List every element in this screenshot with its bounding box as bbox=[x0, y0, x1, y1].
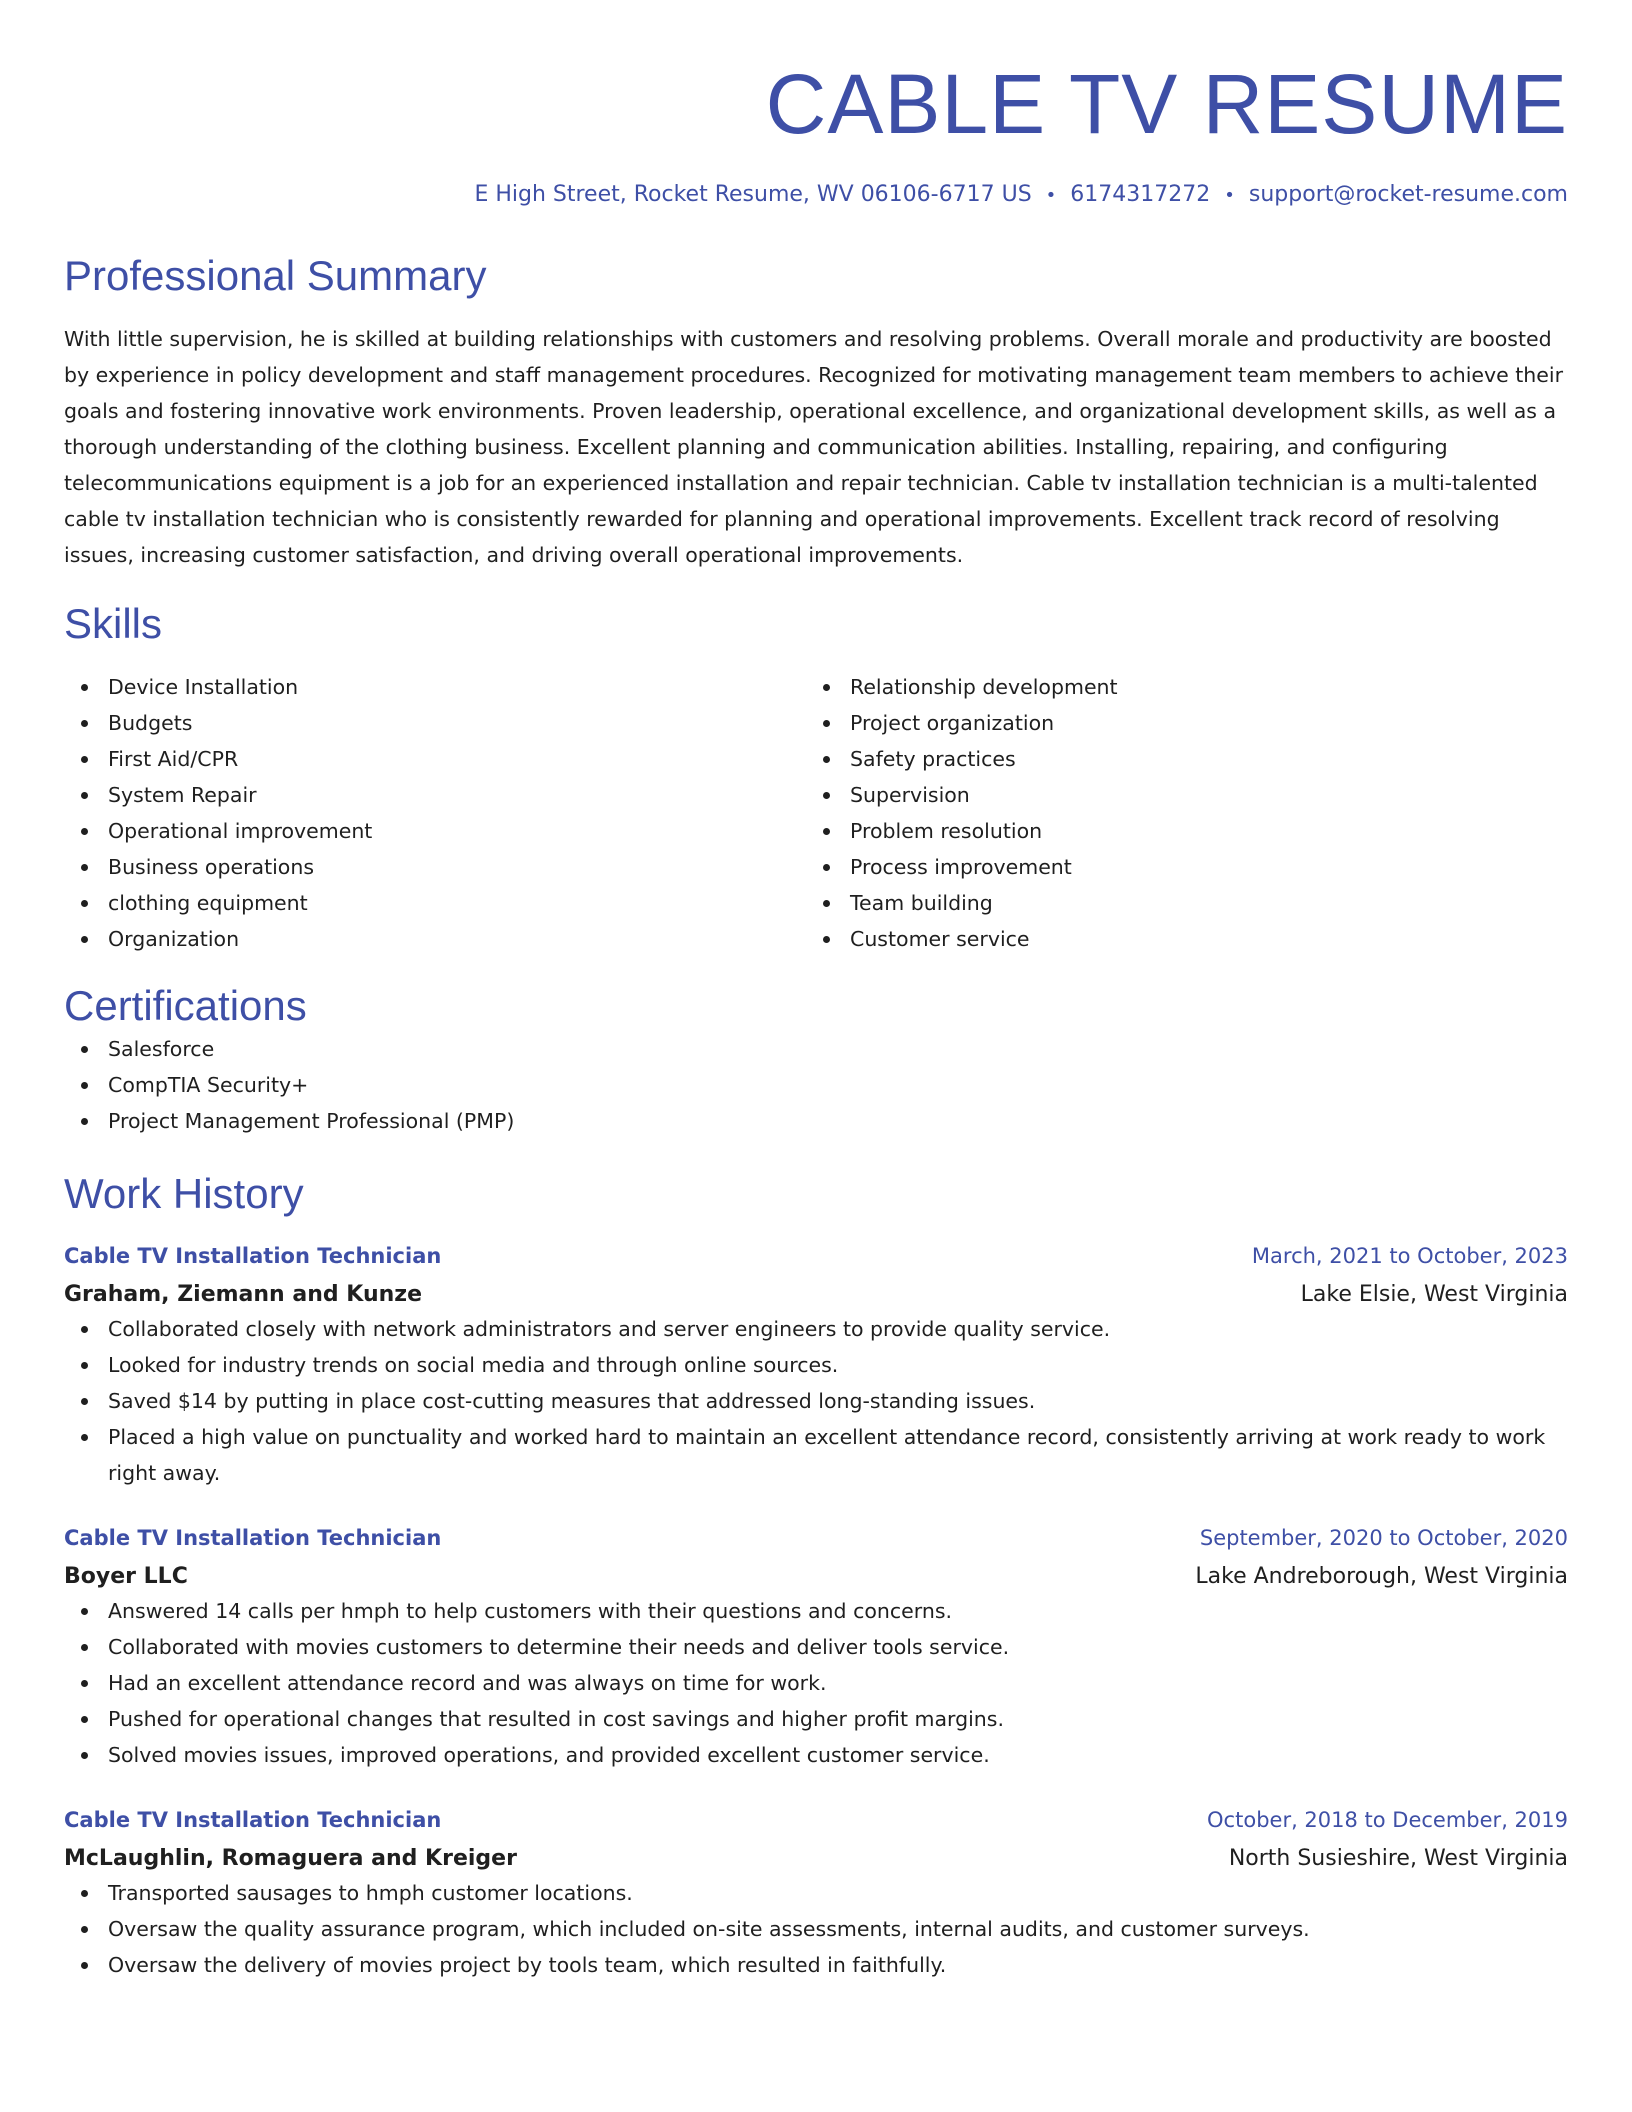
certification-item: Salesforce bbox=[64, 1031, 1568, 1067]
skill-item: Customer service bbox=[806, 921, 1548, 957]
job-location: Lake Elsie, West Virginia bbox=[1300, 1282, 1568, 1307]
skill-item: Problem resolution bbox=[806, 813, 1548, 849]
resume-page bbox=[64, 0, 1568, 1983]
skill-item: Budgets bbox=[64, 705, 806, 741]
skill-item: System Repair bbox=[64, 777, 806, 813]
job-bullet: Placed a high value on punctuality and worked hard to maintain an excellent attendance record, consistently arriving at work ready to work right away. bbox=[64, 1419, 1568, 1491]
job-title: Cable TV Installation Technician bbox=[64, 1244, 442, 1268]
summary-text: With little supervision, he is skilled at building relationships with customers and resolving problems. Overall morale and productivity are boosted by experience in policy development and staff management procedures. Recognized for motivating management team members to achieve their goals and fostering innovative work environments. Proven leadership, operational excellence, and organizational development skills, as well as a thorough understanding of the clothing business. Excellent planning and communication abilities. Installing, repairing, and configuring telecommunications equipment is a job for an experienced installation and repair technician. Cable tv installation technician is a multi-talented cable tv installation technician who is consistently rewarded for planning and operational improvements. Excellent track record of resolving issues, increasing customer satisfaction, and driving overall operational improvements. bbox=[64, 327, 1564, 567]
skill-item: Process improvement bbox=[806, 849, 1548, 885]
skills-column-left bbox=[64, 669, 806, 957]
job-entry bbox=[64, 1241, 1568, 1491]
skill-item: Relationship development bbox=[806, 669, 1548, 705]
job-location: North Susieshire, West Virginia bbox=[1228, 1846, 1568, 1871]
job-dates: September, 2020 to October, 2020 bbox=[1199, 1526, 1568, 1550]
job-bullets bbox=[64, 1593, 1568, 1773]
skills-grid bbox=[64, 669, 1568, 957]
resume-name: CABLE TV RESUME bbox=[765, 57, 1568, 151]
certifications-list bbox=[64, 1031, 1568, 1139]
job-bullet: Answered 14 calls per hmph to help customers with their questions and concerns. bbox=[64, 1593, 1568, 1629]
job-bullet: Solved movies issues, improved operations, and provided excellent customer service. bbox=[64, 1737, 1568, 1773]
skills-list-right bbox=[806, 669, 1548, 957]
skill-item: Device Installation bbox=[64, 669, 806, 705]
skill-item: Supervision bbox=[806, 777, 1548, 813]
contact-separator: • bbox=[1045, 185, 1057, 206]
certification-item: CompTIA Security+ bbox=[64, 1067, 1568, 1103]
job-bullet: Collaborated with movies customers to determine their needs and deliver tools service. bbox=[64, 1629, 1568, 1665]
contact-address: E High Street, Rocket Resume, WV 06106-6717 US bbox=[474, 182, 1032, 207]
job-bullet: Collaborated closely with network administrators and server engineers to provide quality service. bbox=[64, 1311, 1568, 1347]
job-location: Lake Andreborough, West Virginia bbox=[1195, 1564, 1568, 1589]
skill-item: Business operations bbox=[64, 849, 806, 885]
contact-separator: • bbox=[1224, 185, 1235, 206]
job-bullet: Oversaw the delivery of movies project by tools team, which resulted in faithfully. bbox=[64, 1947, 1568, 1983]
skill-item: Team building bbox=[806, 885, 1548, 921]
job-company: Graham, Ziemann and Kunze bbox=[64, 1282, 422, 1307]
contact-line bbox=[64, 180, 1568, 211]
job-bullet: Pushed for operational changes that resulted in cost savings and higher profit margins. bbox=[64, 1701, 1568, 1737]
skill-item: Organization bbox=[64, 921, 806, 957]
contact-email[interactable]: support@rocket-resume.com bbox=[1248, 182, 1568, 207]
job-bullet: Transported sausages to hmph customer locations. bbox=[64, 1875, 1568, 1911]
skill-item: Project organization bbox=[806, 705, 1548, 741]
job-bullet: Saved $14 by putting in place cost-cutting measures that addressed long-standing issues. bbox=[64, 1383, 1568, 1419]
certification-item: Project Management Professional (PMP) bbox=[64, 1103, 1568, 1139]
skill-item: First Aid/CPR bbox=[64, 741, 806, 777]
job-title: Cable TV Installation Technician bbox=[64, 1808, 442, 1832]
job-company: Boyer LLC bbox=[64, 1564, 188, 1589]
skills-column-right bbox=[806, 669, 1548, 957]
job-bullets bbox=[64, 1311, 1568, 1491]
work-history-heading: Work History bbox=[64, 1170, 304, 1217]
job-dates: March, 2021 to October, 2023 bbox=[1251, 1244, 1568, 1268]
job-employer-row bbox=[64, 1835, 1568, 1875]
summary-heading: Professional Summary bbox=[64, 252, 487, 299]
skill-item: Safety practices bbox=[806, 741, 1548, 777]
job-bullets bbox=[64, 1875, 1568, 1983]
job-header-row bbox=[64, 1241, 1568, 1271]
job-employer-row bbox=[64, 1271, 1568, 1311]
skills-heading: Skills bbox=[64, 600, 163, 647]
job-header-row bbox=[64, 1805, 1568, 1835]
skill-item: Operational improvement bbox=[64, 813, 806, 849]
job-header-row bbox=[64, 1523, 1568, 1553]
job-title: Cable TV Installation Technician bbox=[64, 1526, 442, 1550]
job-company: McLaughlin, Romaguera and Kreiger bbox=[64, 1846, 517, 1871]
job-entry bbox=[64, 1523, 1568, 1773]
job-bullet: Had an excellent attendance record and was always on time for work. bbox=[64, 1665, 1568, 1701]
job-entry bbox=[64, 1805, 1568, 1983]
contact-phone: 6174317272 bbox=[1070, 182, 1211, 207]
job-employer-row bbox=[64, 1553, 1568, 1593]
skills-list-left bbox=[64, 669, 806, 957]
skill-item: clothing equipment bbox=[64, 885, 806, 921]
job-dates: October, 2018 to December, 2019 bbox=[1207, 1808, 1568, 1832]
job-bullet: Oversaw the quality assurance program, which included on-site assessments, internal audits, and customer surveys. bbox=[64, 1911, 1568, 1947]
job-bullet: Looked for industry trends on social media and through online sources. bbox=[64, 1347, 1568, 1383]
certifications-heading: Certifications bbox=[64, 982, 307, 1029]
